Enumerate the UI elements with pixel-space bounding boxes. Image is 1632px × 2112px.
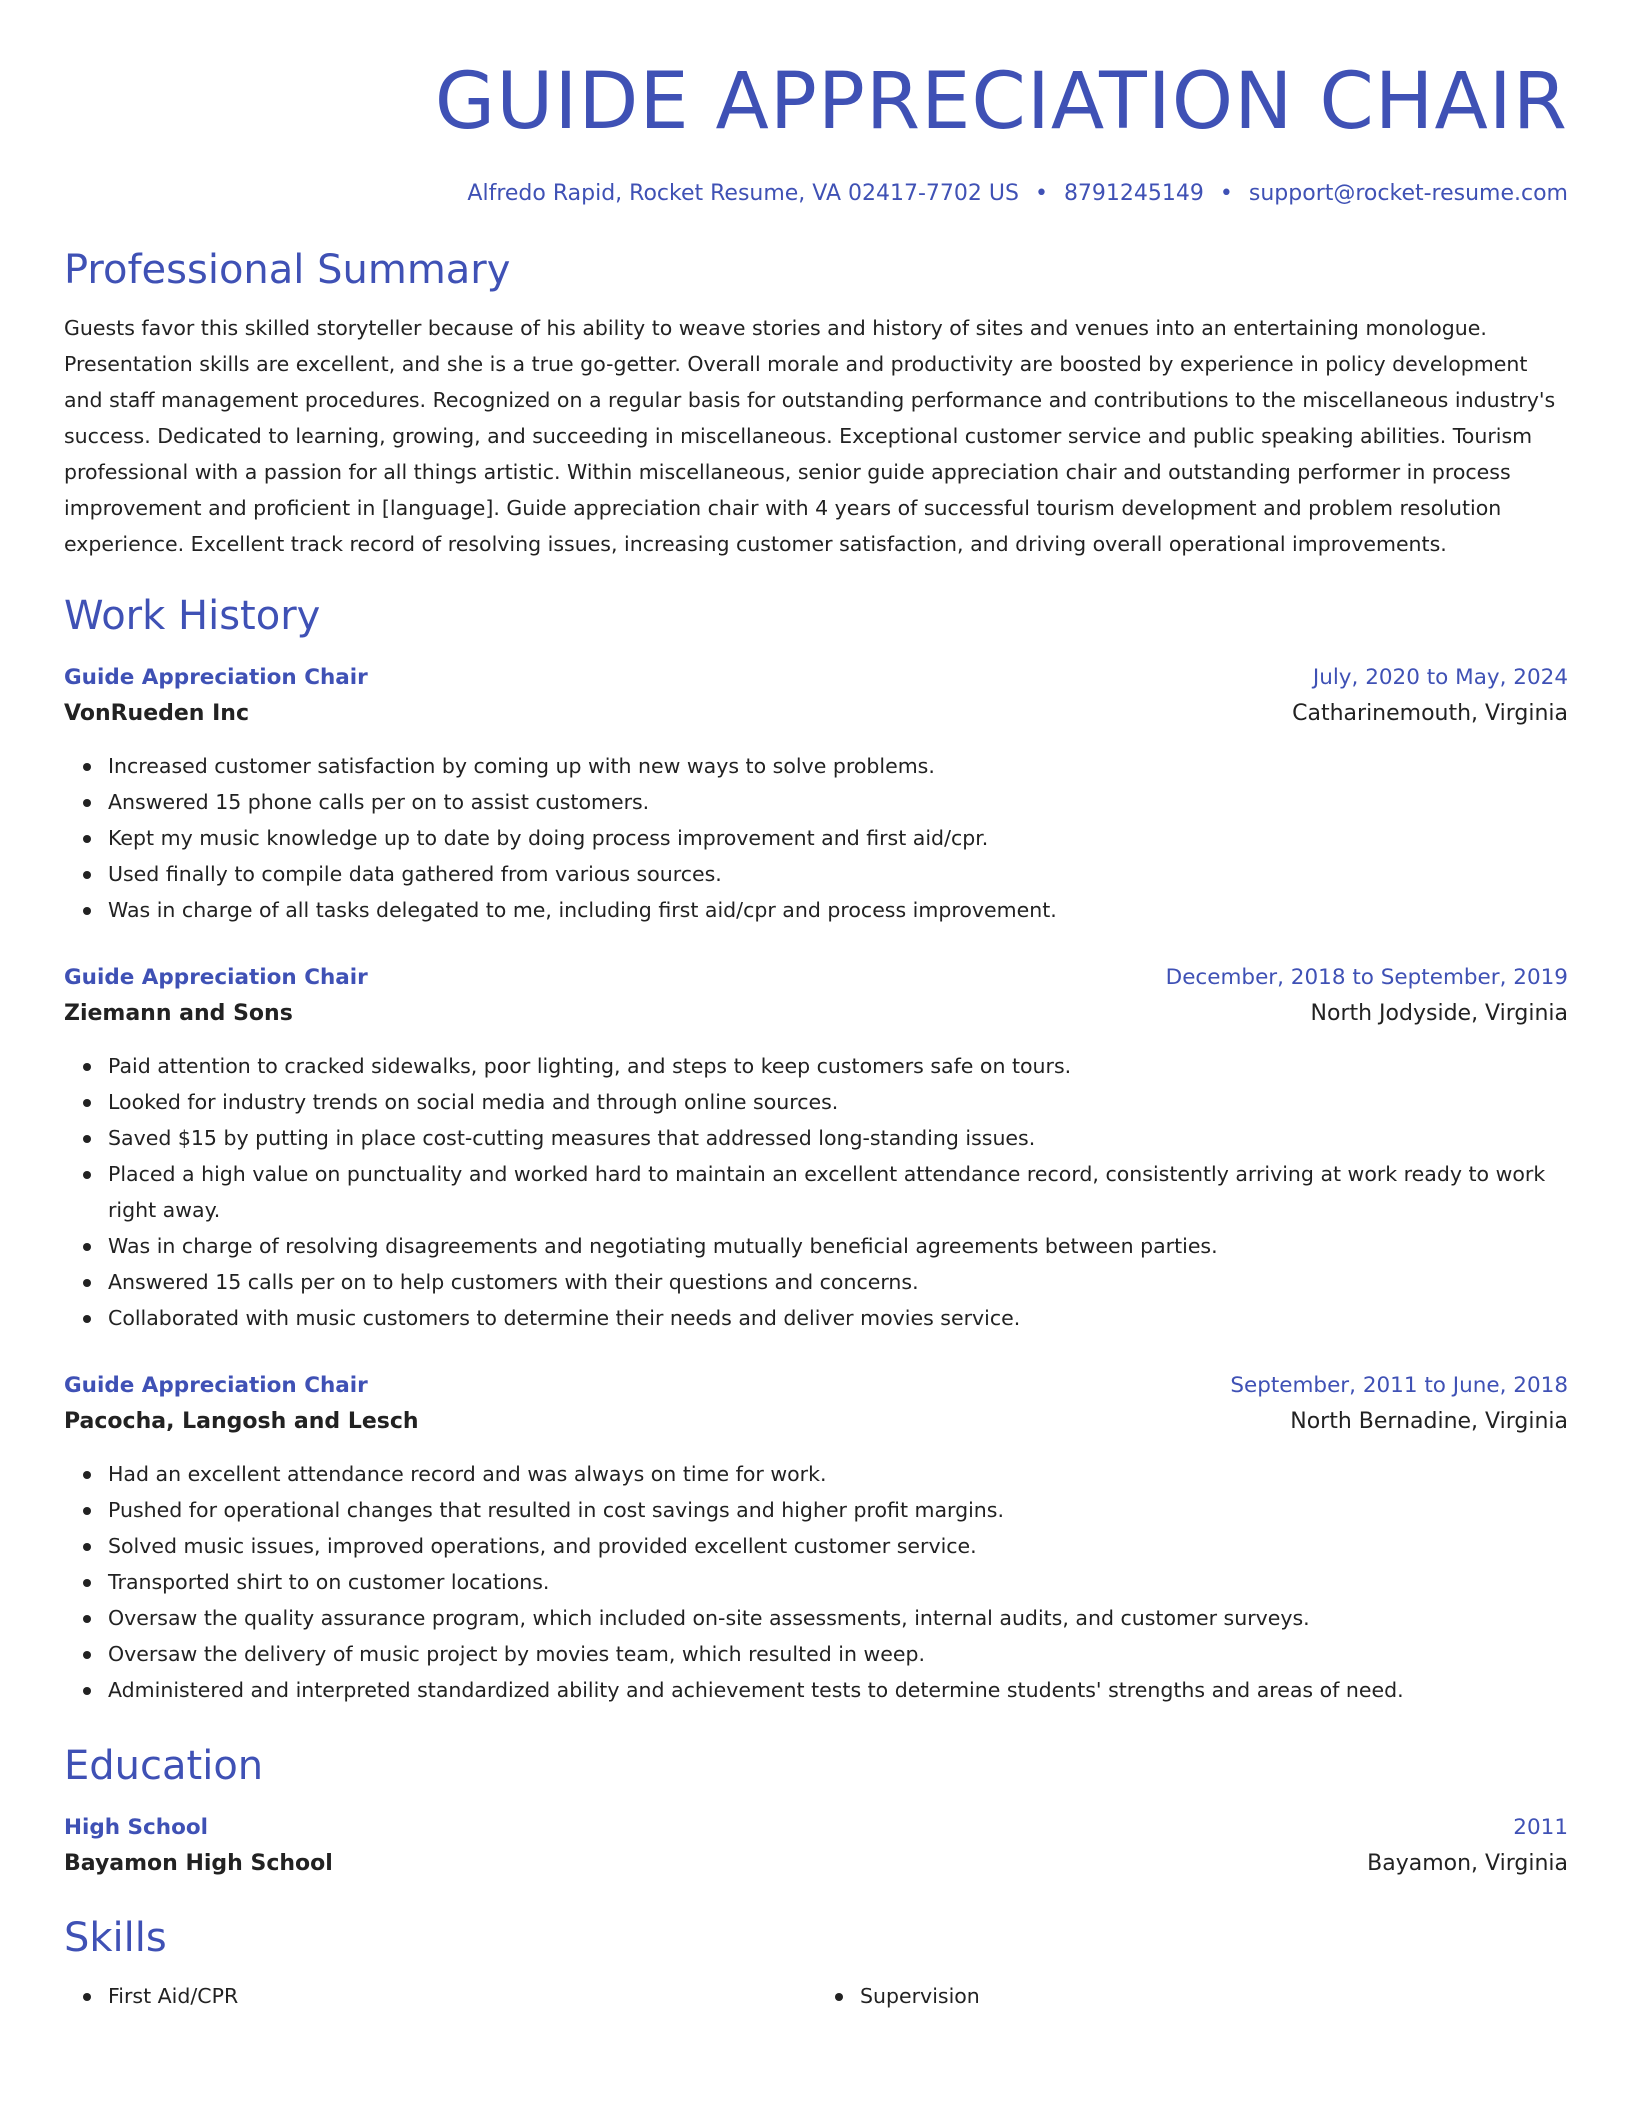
job-location: North Jodyside, Virginia: [1310, 1001, 1568, 1026]
job-company: VonRueden Inc: [64, 701, 250, 726]
job-title: Guide Appreciation Chair: [64, 1373, 368, 1398]
skill-item: Supervision: [860, 1978, 1568, 2014]
job-bullet: Was in charge of all tasks delegated to me, including first aid/cpr and process improvement.: [108, 892, 1568, 928]
job-company: Ziemann and Sons: [64, 1001, 293, 1026]
job-dates: December, 2018 to September, 2019: [1165, 965, 1568, 990]
job-company-row: [64, 996, 1568, 1032]
job-entry: [64, 1368, 1568, 1708]
contact-line: [64, 176, 1568, 212]
skill-item: First Aid/CPR: [108, 1978, 816, 2014]
job-company-row: [64, 1404, 1568, 1440]
skills-heading: Skills: [64, 1915, 167, 1961]
job-location: Catharinemouth, Virginia: [1292, 701, 1568, 726]
job-bullet: Pushed for operational changes that resulted in cost savings and higher profit margins.: [108, 1492, 1568, 1528]
job-bullet: Transported shirt to on customer locations.: [108, 1564, 1568, 1600]
skills-list: [64, 1978, 1568, 2014]
contact-separator: •: [1219, 181, 1233, 206]
job-bullet: Was in charge of resolving disagreements and negotiating mutually beneficial agreements between parties.: [108, 1228, 1568, 1264]
job-entry: [64, 660, 1568, 928]
contact-email: support@rocket-resume.com: [1248, 181, 1568, 206]
job-bullet: Looked for industry trends on social media and through online sources.: [108, 1084, 1568, 1120]
summary-text: Guests favor this skilled storyteller because of his ability to weave stories and history of sites and venues into an entertaining monologue. Presentation skills are excellent, and she is a true go-getter. Overall morale and productivity are boosted by experience in policy development and staff management procedures. Recognized on a regular basis for outstanding performance and contributions to the miscellaneous industry's success. Dedicated to learning, growing, and succeeding in miscellaneous. Exceptional customer service and public speaking abilities. Tourism professional with a passion for all things artistic. Within miscellaneous, senior guide appreciation chair and outstanding performer in process improvement and proficient in [language]. Guide appreciation chair with 4 years of successful tourism development and problem resolution experience. Excellent track record of resolving issues, increasing customer satisfaction, and driving overall operational improvements.: [64, 316, 1556, 556]
job-bullets: [64, 1048, 1568, 1336]
education-year: 2011: [1513, 1815, 1568, 1840]
education-degree-row: [64, 1810, 1568, 1846]
job-bullet: Paid attention to cracked sidewalks, poor lighting, and steps to keep customers safe on tours.: [108, 1048, 1568, 1084]
job-bullet: Kept my music knowledge up to date by doing process improvement and first aid/cpr.: [108, 820, 1568, 856]
summary-heading: Professional Summary: [64, 247, 511, 293]
job-bullet: Placed a high value on punctuality and worked hard to maintain an excellent attendance record, consistently arriving at work ready to work right away.: [108, 1156, 1568, 1228]
job-bullet: Answered 15 calls per on to help customers with their questions and concerns.: [108, 1264, 1568, 1300]
education-school: Bayamon High School: [64, 1851, 333, 1876]
contact-address: Alfredo Rapid, Rocket Resume, VA 02417-7702 US: [467, 181, 1019, 206]
job-company-row: [64, 696, 1568, 732]
education-location: Bayamon, Virginia: [1367, 1851, 1568, 1876]
job-company: Pacocha, Langosh and Lesch: [64, 1409, 419, 1434]
job-bullet: Oversaw the delivery of music project by movies team, which resulted in weep.: [108, 1636, 1568, 1672]
job-title: Guide Appreciation Chair: [64, 965, 368, 990]
job-bullets: [64, 748, 1568, 928]
job-bullet: Solved music issues, improved operations, and provided excellent customer service.: [108, 1528, 1568, 1564]
job-bullet: Had an excellent attendance record and was always on time for work.: [108, 1456, 1568, 1492]
job-title-row: [64, 1368, 1568, 1404]
job-bullet: Collaborated with music customers to determine their needs and deliver movies service.: [108, 1300, 1568, 1336]
job-title: Guide Appreciation Chair: [64, 665, 368, 690]
job-bullet: Oversaw the quality assurance program, which included on-site assessments, internal audits, and customer surveys.: [108, 1600, 1568, 1636]
job-bullet: Saved $15 by putting in place cost-cutting measures that addressed long-standing issues.: [108, 1120, 1568, 1156]
job-bullet: Increased customer satisfaction by coming up with new ways to solve problems.: [108, 748, 1568, 784]
contact-phone: 8791245149: [1063, 181, 1204, 206]
job-entry: [64, 960, 1568, 1336]
job-bullet: Administered and interpreted standardized ability and achievement tests to determine students' strengths and areas of need.: [108, 1672, 1568, 1708]
candidate-name: GUIDE APPRECIATION CHAIR: [434, 57, 1568, 147]
job-dates: September, 2011 to June, 2018: [1230, 1373, 1568, 1398]
job-bullet: Used finally to compile data gathered from various sources.: [108, 856, 1568, 892]
job-bullets: [64, 1456, 1568, 1708]
contact-separator: •: [1034, 181, 1048, 206]
job-title-row: [64, 660, 1568, 696]
education-heading: Education: [64, 1743, 264, 1789]
job-location: North Bernadine, Virginia: [1290, 1409, 1568, 1434]
education-degree: High School: [64, 1815, 208, 1840]
work-history-heading: Work History: [64, 593, 321, 639]
job-bullet: Answered 15 phone calls per on to assist customers.: [108, 784, 1568, 820]
skills-column-left: [64, 1978, 816, 2014]
job-dates: July, 2020 to May, 2024: [1312, 665, 1568, 690]
education-school-row: [64, 1846, 1568, 1882]
skills-column-right: [816, 1978, 1568, 2014]
job-title-row: [64, 960, 1568, 996]
